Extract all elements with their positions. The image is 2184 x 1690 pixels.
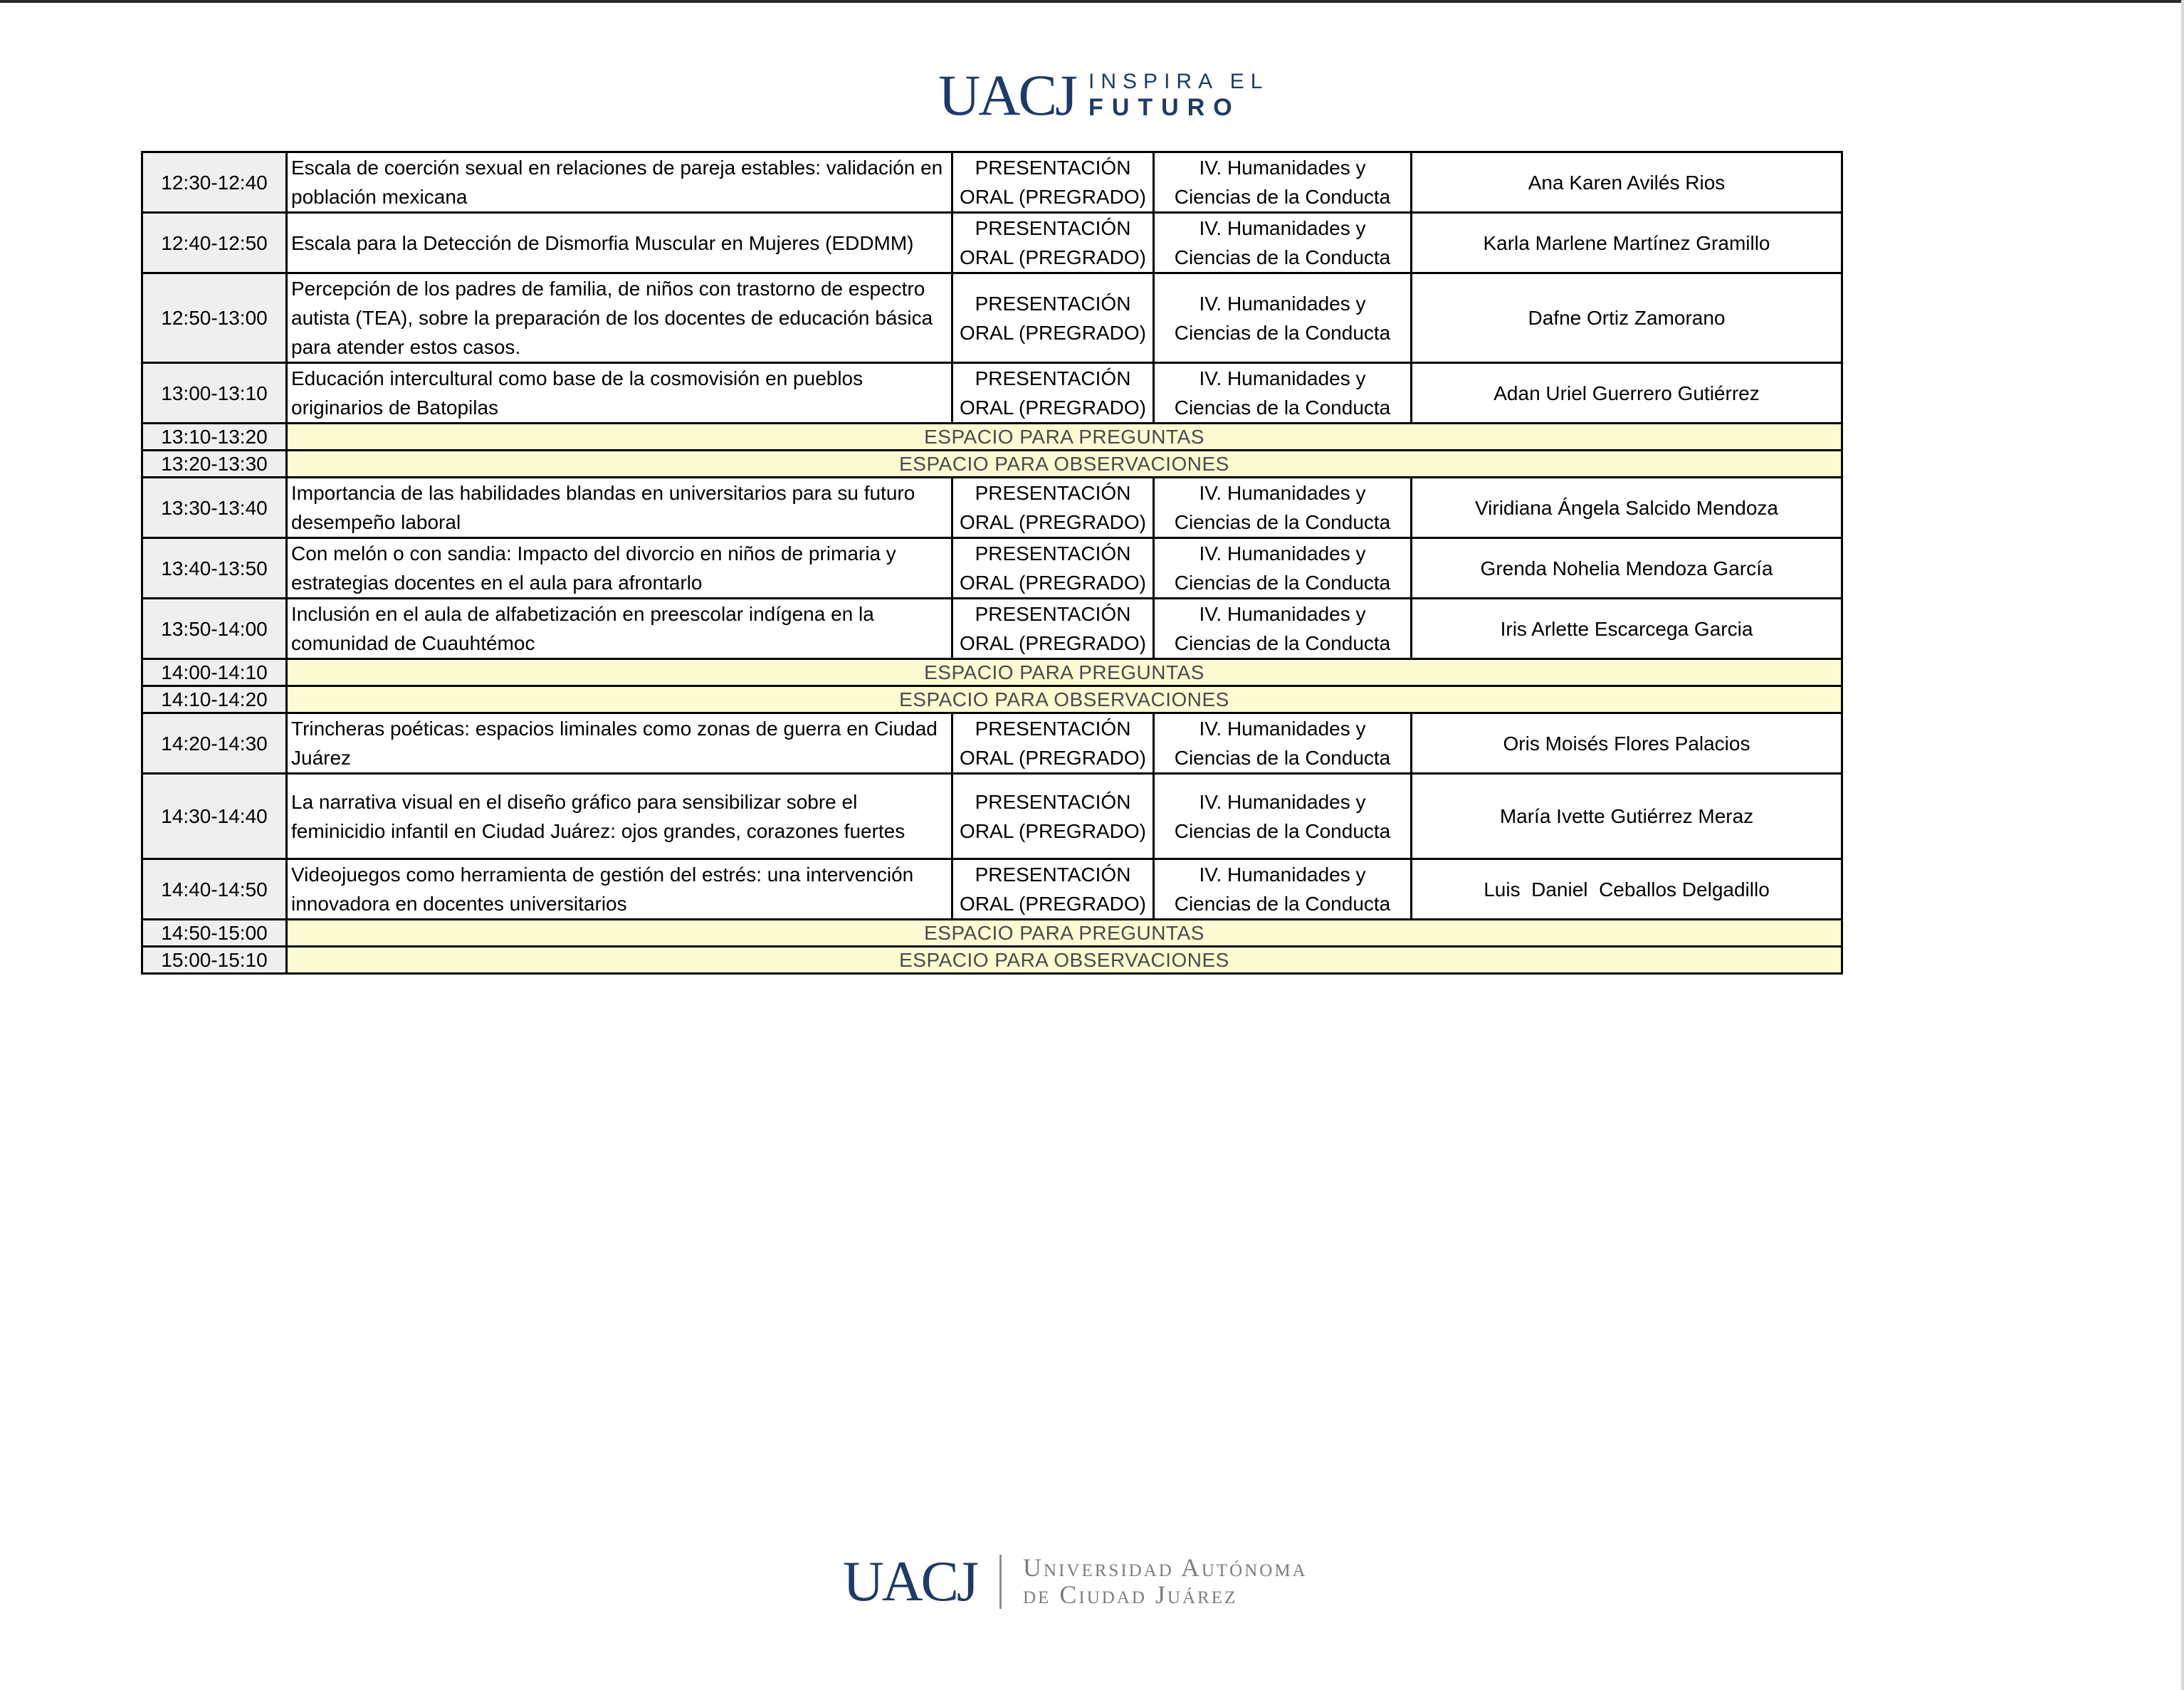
footer-university-name: [1023, 1555, 1308, 1609]
footer-uacj-logo: UACJ: [843, 1550, 977, 1613]
page-right-border: [2181, 0, 2184, 1690]
table-row: [142, 859, 1842, 920]
area-cell: IV. Humanidades y Ciencias de la Conducta: [1154, 859, 1412, 920]
time-cell: 14:20-14:30: [142, 713, 287, 774]
title-cell: Importancia de las habilidades blandas en universitarios para su futuro desempeño laboral: [287, 478, 952, 538]
time-cell: 13:00-13:10: [142, 363, 287, 424]
table-row: [142, 713, 1842, 774]
footer-logo: [843, 1550, 1308, 1613]
footer-name-line1: Universidad Autónoma: [1023, 1553, 1308, 1583]
time-cell: 14:10-14:20: [142, 686, 287, 713]
time-cell: 12:30-12:40: [142, 152, 287, 213]
break-row: [142, 947, 1842, 974]
break-label: ESPACIO PARA OBSERVACIONES: [287, 947, 1842, 974]
time-cell: 15:00-15:10: [142, 947, 287, 974]
header-uacj-logo: UACJ: [938, 63, 1076, 127]
schedule-table: [141, 151, 1843, 975]
table-row: [142, 213, 1842, 273]
header-tagline-line1: INSPIRA EL: [1088, 70, 1269, 93]
author-cell: Dafne Ortiz Zamorano: [1412, 273, 1842, 363]
header-tagline: [1088, 71, 1269, 120]
time-cell: 14:30-14:40: [142, 774, 287, 859]
title-cell: Videojuegos como herramienta de gestión del estrés: una intervención innovadora en docentes universitarios: [287, 859, 952, 920]
author-cell: Adan Uriel Guerrero Gutiérrez: [1412, 363, 1842, 424]
time-cell: 13:40-13:50: [142, 538, 287, 599]
author-cell: Grenda Nohelia Mendoza García: [1412, 538, 1842, 599]
table-row: [142, 478, 1842, 538]
author-cell: Luis Daniel Ceballos Delgadillo: [1412, 859, 1842, 920]
break-row: [142, 920, 1842, 947]
table-row: [142, 599, 1842, 659]
break-label: ESPACIO PARA OBSERVACIONES: [287, 451, 1842, 478]
area-cell: IV. Humanidades y Ciencias de la Conducta: [1154, 713, 1412, 774]
time-cell: 14:40-14:50: [142, 859, 287, 920]
author-cell: Karla Marlene Martínez Gramillo: [1412, 213, 1842, 273]
break-row: [142, 659, 1842, 686]
type-cell: PRESENTACIÓN ORAL (PREGRADO): [952, 713, 1154, 774]
break-row: [142, 424, 1842, 451]
title-cell: Escala de coerción sexual en relaciones de pareja estables: validación en población mexicana: [287, 152, 952, 213]
type-cell: PRESENTACIÓN ORAL (PREGRADO): [952, 538, 1154, 599]
type-cell: PRESENTACIÓN ORAL (PREGRADO): [952, 774, 1154, 859]
table-row: [142, 152, 1842, 213]
area-cell: IV. Humanidades y Ciencias de la Conducta: [1154, 478, 1412, 538]
table-row: [142, 363, 1842, 424]
time-cell: 13:30-13:40: [142, 478, 287, 538]
break-label: ESPACIO PARA OBSERVACIONES: [287, 686, 1842, 713]
type-cell: PRESENTACIÓN ORAL (PREGRADO): [952, 478, 1154, 538]
header-logo: [938, 65, 1269, 125]
table-row: [142, 273, 1842, 363]
area-cell: IV. Humanidades y Ciencias de la Conducta: [1154, 152, 1412, 213]
author-cell: María Ivette Gutiérrez Meraz: [1412, 774, 1842, 859]
time-cell: 13:50-14:00: [142, 599, 287, 659]
title-cell: Escala para la Detección de Dismorfia Muscular en Mujeres (EDDMM): [287, 213, 952, 273]
type-cell: PRESENTACIÓN ORAL (PREGRADO): [952, 363, 1154, 424]
title-cell: Con melón o con sandia: Impacto del divorcio en niños de primaria y estrategias docentes en el aula para afrontarlo: [287, 538, 952, 599]
break-row: [142, 686, 1842, 713]
area-cell: IV. Humanidades y Ciencias de la Conducta: [1154, 538, 1412, 599]
title-cell: Inclusión en el aula de alfabetización en preescolar indígena en la comunidad de Cuauhtémoc: [287, 599, 952, 659]
area-cell: IV. Humanidades y Ciencias de la Conducta: [1154, 363, 1412, 424]
break-row: [142, 451, 1842, 478]
area-cell: IV. Humanidades y Ciencias de la Conducta: [1154, 273, 1412, 363]
break-label: ESPACIO PARA PREGUNTAS: [287, 424, 1842, 451]
author-cell: Oris Moisés Flores Palacios: [1412, 713, 1842, 774]
title-cell: La narrativa visual en el diseño gráfico para sensibilizar sobre el feminicidio infantil en Ciudad Juárez: ojos grandes, corazones fuertes: [287, 774, 952, 859]
type-cell: PRESENTACIÓN ORAL (PREGRADO): [952, 152, 1154, 213]
area-cell: IV. Humanidades y Ciencias de la Conducta: [1154, 213, 1412, 273]
time-cell: 14:50-15:00: [142, 920, 287, 947]
type-cell: PRESENTACIÓN ORAL (PREGRADO): [952, 273, 1154, 363]
area-cell: IV. Humanidades y Ciencias de la Conducta: [1154, 599, 1412, 659]
footer-divider: [999, 1555, 1002, 1609]
type-cell: PRESENTACIÓN ORAL (PREGRADO): [952, 213, 1154, 273]
author-cell: Ana Karen Avilés Rios: [1412, 152, 1842, 213]
footer-name-line2: de Ciudad Juárez: [1023, 1580, 1238, 1609]
time-cell: 12:40-12:50: [142, 213, 287, 273]
table-row: [142, 774, 1842, 859]
author-cell: Viridiana Ángela Salcido Mendoza: [1412, 478, 1842, 538]
break-label: ESPACIO PARA PREGUNTAS: [287, 659, 1842, 686]
area-cell: IV. Humanidades y Ciencias de la Conducta: [1154, 774, 1412, 859]
title-cell: Trincheras poéticas: espacios liminales como zonas de guerra en Ciudad Juárez: [287, 713, 952, 774]
type-cell: PRESENTACIÓN ORAL (PREGRADO): [952, 599, 1154, 659]
header-tagline-line2: FUTURO: [1088, 94, 1241, 121]
title-cell: Educación intercultural como base de la cosmovisión en pueblos originarios de Batopilas: [287, 363, 952, 424]
time-cell: 12:50-13:00: [142, 273, 287, 363]
time-cell: 13:20-13:30: [142, 451, 287, 478]
author-cell: Iris Arlette Escarcega Garcia: [1412, 599, 1842, 659]
title-cell: Percepción de los padres de familia, de niños con trastorno de espectro autista (TEA), sobre la preparación de los docentes de educación básica para atender estos casos.: [287, 273, 952, 363]
time-cell: 14:00-14:10: [142, 659, 287, 686]
time-cell: 13:10-13:20: [142, 424, 287, 451]
table-row: [142, 538, 1842, 599]
page-top-border: [0, 0, 2184, 3]
break-label: ESPACIO PARA PREGUNTAS: [287, 920, 1842, 947]
type-cell: PRESENTACIÓN ORAL (PREGRADO): [952, 859, 1154, 920]
